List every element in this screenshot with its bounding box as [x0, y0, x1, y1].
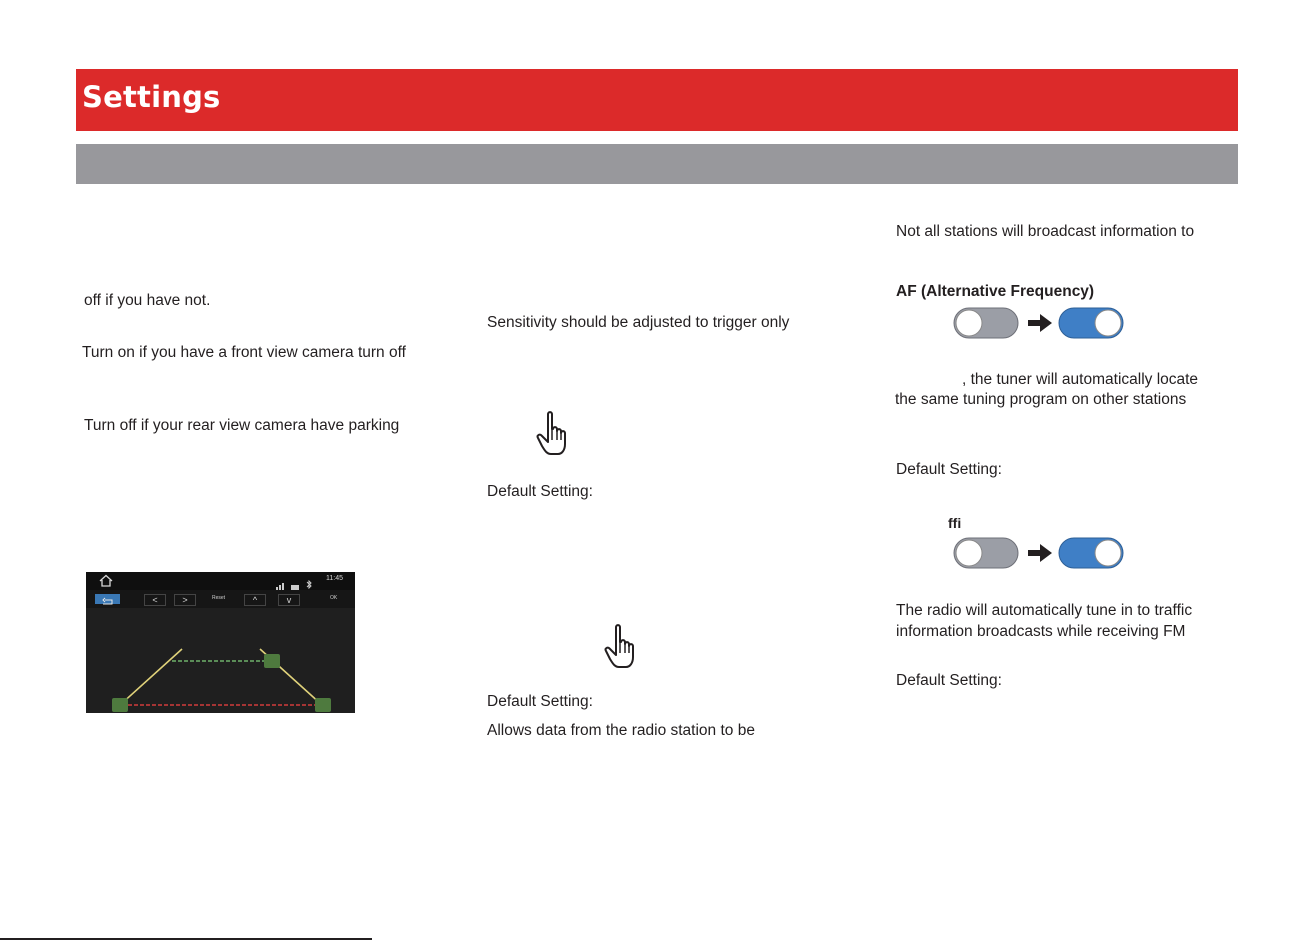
af-description-line2: the same tuning program on other stations: [895, 391, 1187, 408]
footer-rule: [0, 938, 372, 940]
hand-pointer-icon: [604, 623, 644, 676]
af-description-line1: , the tuner will automatically locate: [962, 371, 1199, 388]
camera-next-button[interactable]: >: [174, 594, 196, 606]
left-text-line1: off if you have not.: [84, 292, 211, 309]
parking-guide-screen: [86, 572, 355, 713]
guide-handle-bottom-left: [112, 698, 128, 712]
ta-toggle-on[interactable]: [1058, 537, 1124, 569]
radio-data-text: Allows data from the radio station to be: [487, 722, 755, 739]
camera-reset-button[interactable]: Reset: [212, 595, 226, 601]
ta-description-line2: information broadcasts while receiving FM: [896, 623, 1186, 640]
af-heading: AF (Alternative Frequency): [896, 283, 1095, 300]
arrow-right-icon: [1028, 544, 1052, 562]
left-text-line2: Turn on if you have a front view camera turn off: [82, 344, 406, 361]
guide-handle-bottom-right: [315, 698, 331, 712]
hand-pointer-icon: [536, 410, 576, 463]
ta-description-line1: The radio will automatically tune in to traffic: [896, 602, 1193, 619]
default-setting-label-4: Default Setting:: [896, 672, 1002, 689]
camera-down-button[interactable]: v: [278, 594, 300, 606]
af-toggle-on[interactable]: [1058, 307, 1124, 339]
left-text-line3: Turn off if your rear view camera have parking: [84, 417, 400, 434]
default-setting-label-3: Default Setting:: [896, 461, 1002, 478]
camera-clock: 11:45: [326, 575, 343, 582]
default-setting-label-1: Default Setting:: [487, 483, 593, 500]
guide-handle-top-right: [264, 654, 280, 668]
sensitivity-text: Sensitivity should be adjusted to trigger only: [487, 314, 790, 331]
ta-heading: ffi: [948, 515, 962, 531]
stations-note: Not all stations will broadcast information to: [896, 223, 1195, 240]
arrow-right-icon: [1028, 314, 1052, 332]
ta-toggle-off[interactable]: [953, 537, 1019, 569]
camera-prev-button[interactable]: <: [144, 594, 166, 606]
default-setting-label-2: Default Setting:: [487, 693, 593, 710]
title-bar: [76, 69, 1238, 131]
camera-up-button[interactable]: ^: [244, 594, 266, 606]
af-toggle-off[interactable]: [953, 307, 1019, 339]
parking-guide-lines: [86, 572, 355, 713]
camera-ok-button[interactable]: OK: [330, 595, 338, 601]
page-title: Settings: [82, 80, 221, 114]
section-bar: [76, 144, 1238, 184]
